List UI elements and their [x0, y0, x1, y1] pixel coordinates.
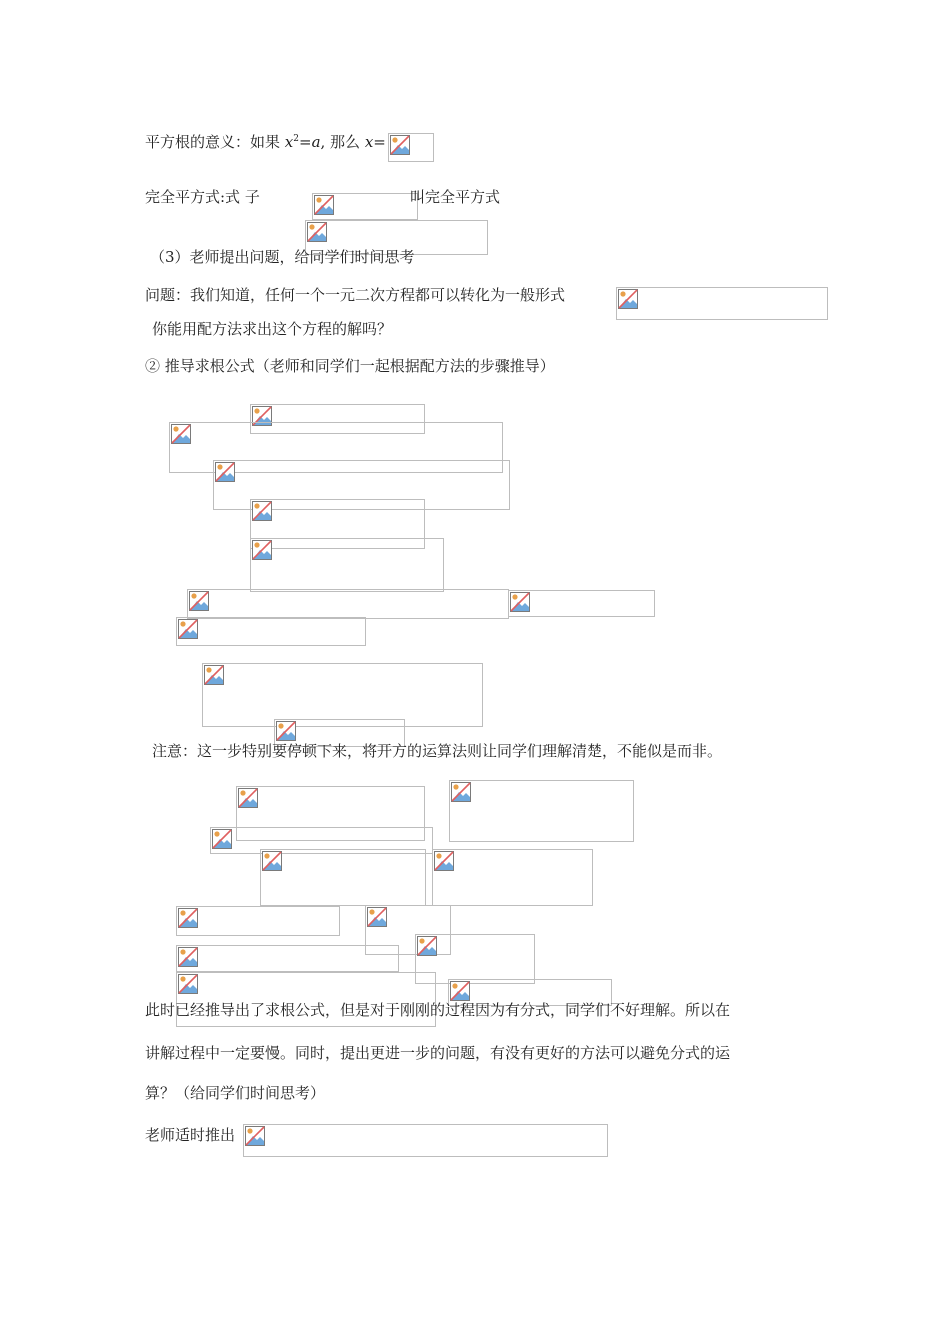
note-text: 注意：这一步特别要停顿下来，将开方的运算法则让同学们理解清楚，不能似是而非。: [152, 742, 723, 760]
formula-image: [312, 193, 418, 220]
broken-image-icon: [307, 222, 327, 242]
question-text: 问题：我们知道，任何一个一元二次方程都可以转化为一般形式: [145, 286, 566, 304]
broken-image-icon: [238, 788, 258, 808]
formula-image: [432, 849, 593, 906]
broken-image-icon: [367, 907, 387, 927]
broken-image-icon: [178, 947, 198, 967]
broken-image-icon: [276, 721, 296, 741]
formula-image: [243, 1124, 608, 1157]
broken-image-icon: [450, 981, 470, 1001]
broken-image-icon: [417, 936, 437, 956]
broken-image-icon: [189, 591, 209, 611]
broken-image-icon: [178, 619, 198, 639]
formula-image: [176, 906, 340, 936]
broken-image-icon: [178, 908, 198, 928]
formula-image: [202, 663, 483, 727]
broken-image-icon: [434, 851, 454, 871]
formula-image: [508, 590, 655, 617]
paragraph-line-1: 此时已经推导出了求根公式，但是对于刚刚的过程因为有分式，同学们不好理解。所以在: [145, 1001, 731, 1019]
broken-image-icon: [262, 851, 282, 871]
step-3-text: （3）老师提出问题，给同学们时间思考: [150, 248, 415, 266]
formula-image: [250, 538, 444, 592]
broken-image-icon: [390, 135, 410, 155]
broken-image-icon: [212, 829, 232, 849]
broken-image-icon: [215, 462, 235, 482]
paragraph-line-3: 算？（给同学们时间思考）: [145, 1084, 326, 1102]
broken-image-icon: [618, 289, 638, 309]
formula-image: [449, 780, 634, 842]
broken-image-icon: [171, 424, 191, 444]
teacher-text: 老师适时推出: [145, 1126, 236, 1144]
broken-image-icon: [510, 592, 530, 612]
formula-image: [176, 617, 366, 646]
broken-image-icon: [252, 501, 272, 521]
question-text-2: 你能用配方法求出这个方程的解吗？: [152, 320, 393, 338]
paragraph-line-2: 讲解过程中一定要慢。同时，提出更进一步的问题，有没有更好的方法可以避免分式的运: [145, 1044, 731, 1062]
sqrt-definition-line: 平方根的意义：如果 $x^2=a$, 那么 x=: [145, 133, 386, 151]
formula-image: [388, 133, 434, 162]
broken-image-icon: [451, 782, 471, 802]
derive-heading: ② 推导求根公式（老师和同学们一起根据配方法的步骤推导）: [145, 357, 555, 375]
formula-image: [176, 945, 399, 972]
formula-image: [187, 589, 509, 619]
formula-image: [260, 849, 426, 906]
broken-image-icon: [204, 665, 224, 685]
broken-image-icon: [178, 974, 198, 994]
formula-image: [616, 287, 828, 320]
broken-image-icon: [314, 195, 334, 215]
perfect-square-suffix: 叫完全平方式: [410, 188, 501, 206]
broken-image-icon: [245, 1126, 265, 1146]
broken-image-icon: [252, 540, 272, 560]
perfect-square-label: 完全平方式:式 子: [145, 188, 260, 206]
